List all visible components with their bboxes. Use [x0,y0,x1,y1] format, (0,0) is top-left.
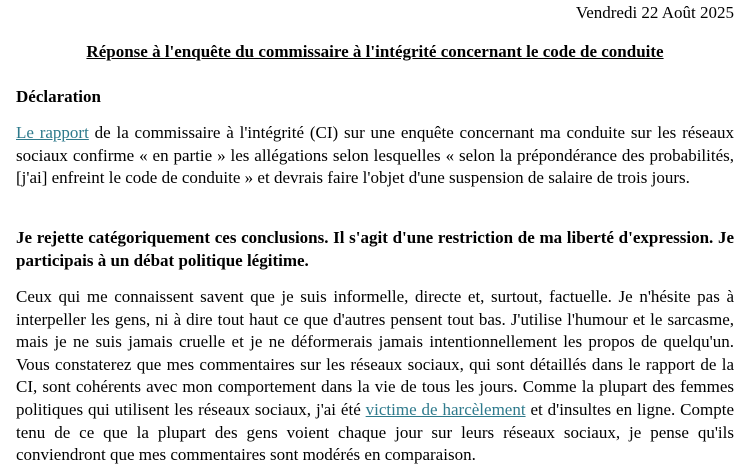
paragraph-report [16,122,734,190]
harassment-link[interactable]: victime de harcèlement [365,399,526,419]
paragraph-context-text-after: et d'insultes en ligne. Compte tenu de ce que la plupart des gens voient chaque jour sur leurs réseaux sociaux, je pense qu'ils conviendront que mes commentaires sont modérés en comparaison. [16,399,734,465]
paragraph-context [16,286,734,467]
section-heading: Déclaration [16,87,101,106]
paragraph-rejection: Je rejette catégoriquement ces conclusions. Il s'agit d'une restriction de ma liberté d'expression. Je participais à un débat politique légitime. [16,228,734,270]
document-title: Réponse à l'enquête du commissaire à l'intégrité concernant le code de conduite [86,42,664,61]
paragraph-report-text: de la commissaire à l'intégrité (CI) sur une enquête concernant ma conduite sur les réseaux sociaux confirme « en partie » les allégations selon lesquelles « selon la prépondérance des probabilités, [j'ai] enfreint le code de conduite » et devrais faire l'objet d'une suspension de salaire de trois jours. [16,123,734,188]
report-link[interactable]: Le rapport [16,123,89,142]
document-date: Vendredi 22 Août 2025 [575,3,734,22]
paragraph-context-text-before: Ceux qui me connaissent savent que je suis informelle, directe et, surtout, factuelle. Je n'hésite pas à interpeller les gens, ni à dire tout haut ce que d'autres pensent tout bas. J'utilise l'humour et le sarcasme, mais je ne suis jamais cruelle et je ne déformerais jamais intentionnellement les propos de quelqu'un. Vous constaterez que mes commentaires sur les réseaux sociaux, qui sont détaillés dans le rapport de la CI, sont cohérents avec mon comportement dans la vie de tous les jours. Comme la plupart des femmes politiques qui utilisent les réseaux sociaux, j'ai été [16,287,734,419]
